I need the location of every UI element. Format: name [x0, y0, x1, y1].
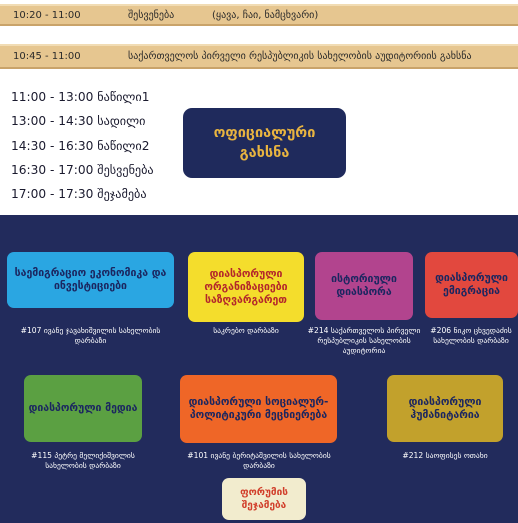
session-box-media: დიასპორული მედია — [24, 375, 142, 442]
closing-summary-box: ფორუმის შეჯამება — [222, 478, 306, 520]
schedule-item: 17:00 - 17:30 შეჯამება — [11, 187, 147, 202]
schedule-item: 16:30 - 17:00 შესვენება — [11, 162, 154, 177]
session-box-organizations: დიასპორული ორგანიზაციები საზღვარგარეთ — [188, 252, 304, 322]
break-note: (ყავა, ჩაი, ნამცხვარი) — [212, 9, 319, 21]
official-opening-line2: გახსნა — [239, 145, 290, 161]
break-label: შესვენება — [128, 9, 175, 21]
session-caption-organizations: საკრებო დარბაზი — [213, 326, 279, 335]
official-opening-line1: ოფიციალური — [213, 125, 316, 141]
session-box-emigration: დიასპორული ემიგრაცია — [425, 252, 518, 318]
break-banner — [0, 4, 518, 26]
session-box-economy: საემიგრაციო ეკონომიკა და ინვესტიციები — [7, 252, 174, 308]
session-box-historical: ისტორიული დიასპორა — [315, 252, 413, 320]
session-caption-emigration: #206 ნიკო ცხვედაძის სახელობის დარბაზი — [430, 326, 512, 345]
session-box-sociopolitical: დიასპორული სოციალურ-პოლიტიკური მეცნიერება — [180, 375, 337, 443]
session-caption-historical: #214 საქართველოს პირველი რესპუბლიკის სახელობის აუდიტორია — [307, 326, 421, 355]
schedule-item: 14:30 - 16:30 ნაწილი2 — [11, 138, 150, 153]
schedule-item: 11:00 - 13:00 ნაწილი1 — [11, 90, 150, 104]
auditorium-opening-banner — [0, 44, 518, 69]
opening-time: 10:45 - 11:00 — [13, 51, 81, 62]
break-time: 10:20 - 11:00 — [13, 9, 81, 21]
session-caption-sociopolitical: #101 ივანე ბერიტაშვილის სახელობის დარბაზი — [187, 451, 331, 470]
session-caption-humanities: #212 საოფისეს ოთახი — [402, 451, 488, 460]
session-caption-economy: #107 ივანე ჯავახიშვილის სახელობის დარბაზი — [20, 326, 161, 345]
opening-label: საქართველოს პირველი რესპუბლიკის სახელობის აუდიტორიის გახსნა — [128, 51, 472, 62]
official-opening-box — [183, 108, 346, 178]
schedule-list — [11, 85, 154, 206]
schedule-item: 13:00 - 14:30 სადილი — [11, 114, 146, 129]
session-box-humanities: დიასპორული ჰუმანიტარია — [387, 375, 503, 442]
session-caption-media: #115 პეტრე მელიქიშვილის სახელობის დარბაზი — [31, 451, 135, 470]
